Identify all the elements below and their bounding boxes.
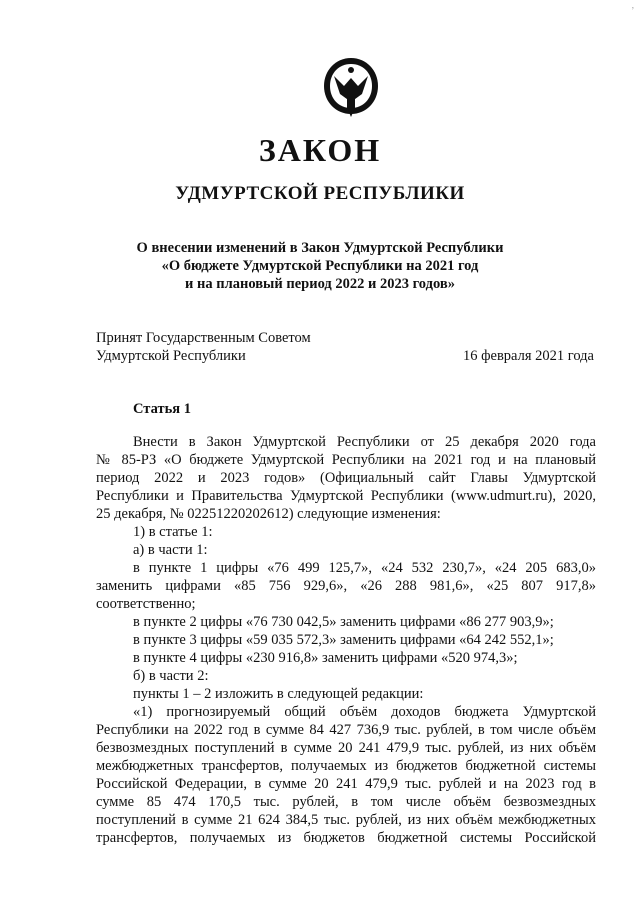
corner-mark: , bbox=[631, 0, 634, 10]
adoption-date: 16 февраля 2021 года bbox=[462, 348, 594, 364]
law-subject bbox=[0, 239, 640, 293]
text-line: межбюджетных трансфертов, получаемых из бюджетов бюджетной системы bbox=[96, 758, 596, 774]
text-line: в пункте 1 цифры «76 499 125,7», «24 532 230,7», «24 205 683,0» bbox=[133, 560, 596, 576]
text-line: в пункте 2 цифры «76 730 042,5» заменить цифрами «86 277 903,9»; bbox=[133, 614, 554, 630]
adoption-line: Удмуртской Республики bbox=[96, 348, 246, 364]
text-line: пункты 1 – 2 изложить в следующей редакции: bbox=[133, 686, 424, 702]
text-line: 25 декабря, № 02251220202612) следующие изменения: bbox=[96, 506, 441, 522]
text-line: Республики на 2022 год в сумме 84 427 736,9 тыс. рублей, в том числе объём bbox=[96, 722, 596, 738]
text-line: в пункте 4 цифры «230 916,8» заменить цифрами «520 974,3»; bbox=[133, 650, 518, 666]
article-heading: Статья 1 bbox=[133, 401, 191, 417]
text-line: в пункте 3 цифры «59 035 572,3» заменить цифрами «64 242 552,1»; bbox=[133, 632, 554, 648]
adoption-block bbox=[96, 329, 596, 365]
law-subtitle: УДМУРТСКОЙ РЕСПУБЛИКИ bbox=[175, 183, 465, 204]
text-line: «1) прогнозируемый общий объём доходов бюджета Удмуртской bbox=[133, 704, 596, 720]
article-body bbox=[96, 433, 596, 847]
text-line: а) в части 1: bbox=[133, 542, 208, 558]
text-line: заменить цифрами «85 756 929,6», «26 288 981,6», «25 807 917,8» bbox=[96, 578, 596, 594]
coat-of-arms-icon bbox=[322, 56, 380, 118]
text-line: сумме 85 474 170,5 тыс. рублей, в том числе объём безвозмездных bbox=[96, 794, 596, 810]
subject-line: и на плановый период 2022 и 2023 годов» bbox=[185, 276, 455, 292]
text-line: безвозмездных поступлений в сумме 20 241 479,9 тыс. рублей, из них объём bbox=[96, 740, 596, 756]
subject-line: О внесении изменений в Закон Удмуртской Республики bbox=[136, 240, 504, 256]
law-title: ЗАКОН bbox=[258, 132, 382, 168]
text-line: период 2022 и 2023 годов» (Официальный сайт Главы Удмуртской bbox=[96, 470, 596, 486]
text-line: трансфертов, получаемых из бюджетов бюджетной системы Российской bbox=[96, 830, 596, 846]
subject-line: «О бюджете Удмуртской Республики на 2021 год bbox=[161, 258, 479, 274]
text-line: б) в части 2: bbox=[133, 668, 209, 684]
text-line: 1) в статье 1: bbox=[133, 524, 213, 540]
text-line: поступлений в сумме 21 624 384,5 тыс. рублей, из них объём межбюджетных bbox=[96, 812, 596, 828]
text-line: Российской Федерации, в сумме 20 241 479,9 тыс. рублей и на 2023 год в bbox=[96, 776, 596, 792]
text-line: Внести в Закон Удмуртской Республики от 25 декабря 2020 года bbox=[133, 434, 596, 450]
text-line: № 85-РЗ «О бюджете Удмуртской Республики на 2021 год и на плановый bbox=[96, 452, 596, 468]
text-line: Республики и Правительства Удмуртской Республики (www.udmurt.ru), 2020, bbox=[96, 488, 596, 504]
adoption-line: Принят Государственным Советом bbox=[96, 330, 311, 346]
text-line: соответственно; bbox=[96, 596, 196, 612]
